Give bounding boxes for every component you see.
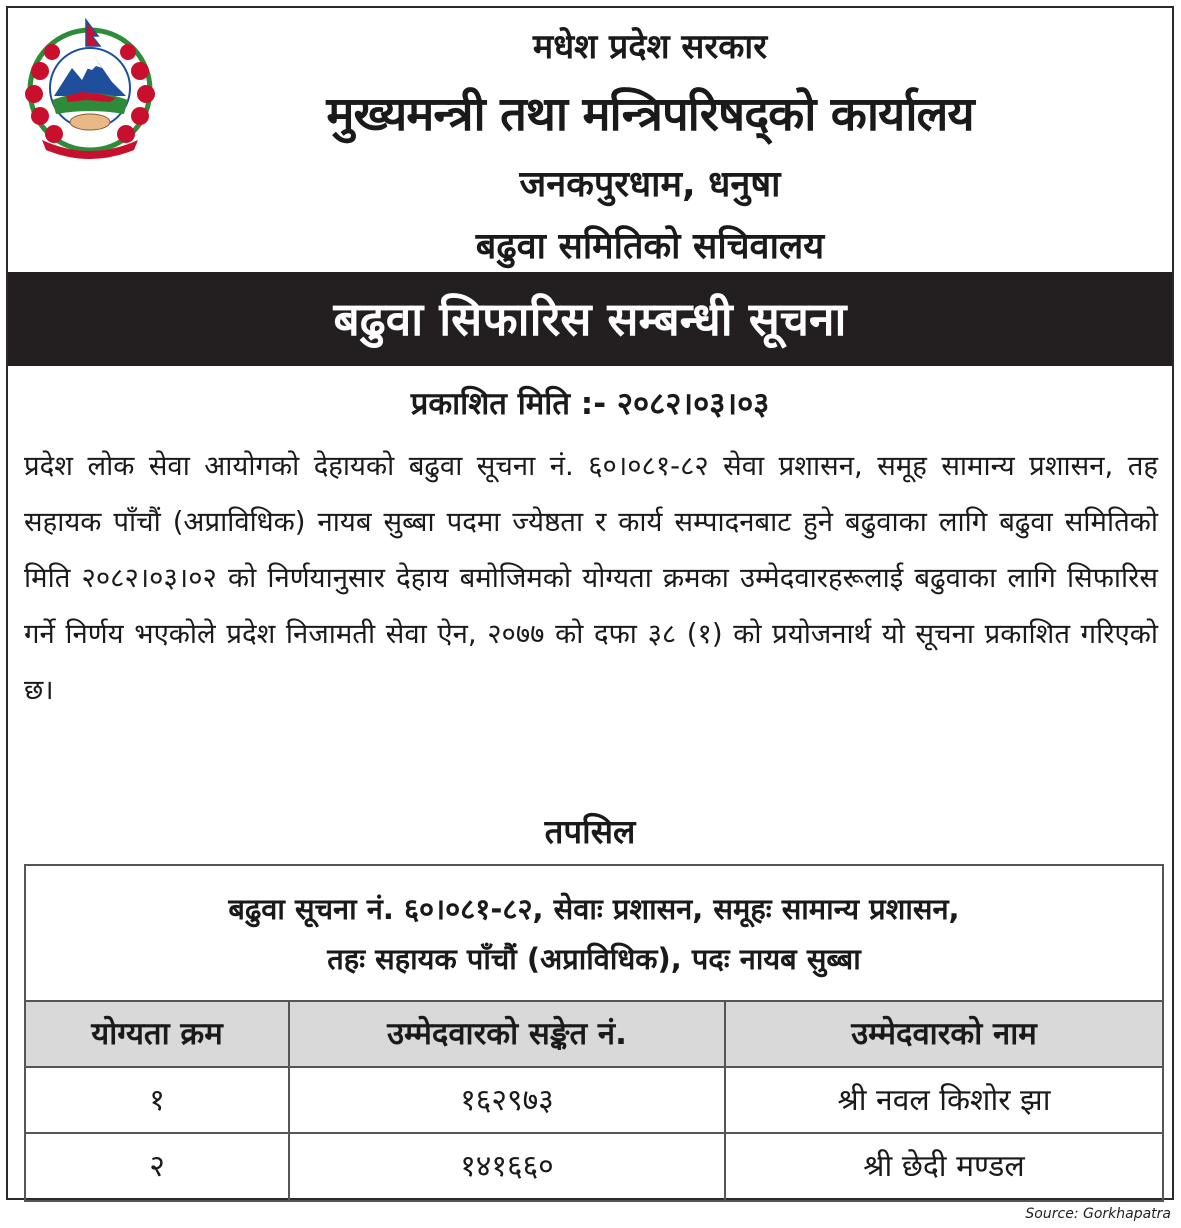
candidate-code-cell: १४१६६० bbox=[290, 1134, 726, 1200]
schedule-heading: तपसिल bbox=[544, 812, 636, 851]
secretariat-name: बढुवा समितिको सचिवालय bbox=[475, 226, 825, 267]
merit-order-cell: १ bbox=[26, 1068, 290, 1132]
header-candidate-name: उम्मेदवारको नाम bbox=[851, 1016, 1037, 1052]
candidate-name-cell: श्री छेदी मण्डल bbox=[863, 1149, 1025, 1184]
header-merit-order: योग्यता क्रम bbox=[26, 1002, 290, 1066]
recommendation-table bbox=[24, 864, 1164, 1202]
notice-document bbox=[6, 6, 1174, 1200]
office-location: जनकपुरधाम, धनुषा bbox=[519, 164, 781, 205]
government-name: मधेश प्रदेश सरकार bbox=[532, 27, 768, 67]
candidate-name-cell: श्री नवल किशोर झा bbox=[837, 1083, 1051, 1118]
table-header-row bbox=[26, 1002, 1162, 1068]
candidate-code-cell: १६२९७३ bbox=[290, 1068, 726, 1132]
table-row bbox=[26, 1134, 1162, 1200]
office-name: मुख्यमन्त्री तथा मन्त्रिपरिषद्को कार्यालय bbox=[326, 87, 974, 142]
header-candidate-code: उम्मेदवारको सङ्केत नं. bbox=[290, 1002, 726, 1066]
table-row bbox=[26, 1068, 1162, 1134]
notice-title-banner: बढुवा सिफारिस सम्बन्धी सूचना bbox=[8, 272, 1172, 366]
notice-body: प्रदेश लोक सेवा आयोगको देहायको बढुवा सूचना नं. ६०।०८१-८२ सेवा प्रशासन, समूह सामान्य प्रशासन, तह सहायक पाँचौं (अप्राविधिक) नायब सुब्बा पदमा ज्येष्ठता र कार्य सम्पादनबाट हुने बढुवाका लागि बढुवा समितिको मिति २०८२।०३।०२ को निर्णयानुसार देहाय बमोजिमको योग्यता क्रमका उम्मेदवारहरूलाई बढुवाका लागि सिफारिस गर्ने निर्णय भएकोले प्रदेश निजामती सेवा ऐन, २०७७ को दफा ३८ (१) को प्रयोजनार्थ यो सूचना प्रकाशित गरिएको छ। bbox=[24, 450, 1158, 706]
table-caption-line-2: तहः सहायक पाँचौं (अप्राविधिक), पदः नायब सुब्बा bbox=[327, 942, 861, 976]
merit-order-cell: २ bbox=[26, 1134, 290, 1200]
table-caption bbox=[26, 866, 1162, 1002]
table-caption-line-1: बढुवा सूचना नं. ६०।०८१-८२, सेवाः प्रशासन, समूहः सामान्य प्रशासन, bbox=[228, 892, 960, 926]
published-date: प्रकाशित मिति :- २०८२।०३।०३ bbox=[410, 386, 770, 422]
source-credit: Source: Gorkhapatra bbox=[1025, 1206, 1171, 1222]
